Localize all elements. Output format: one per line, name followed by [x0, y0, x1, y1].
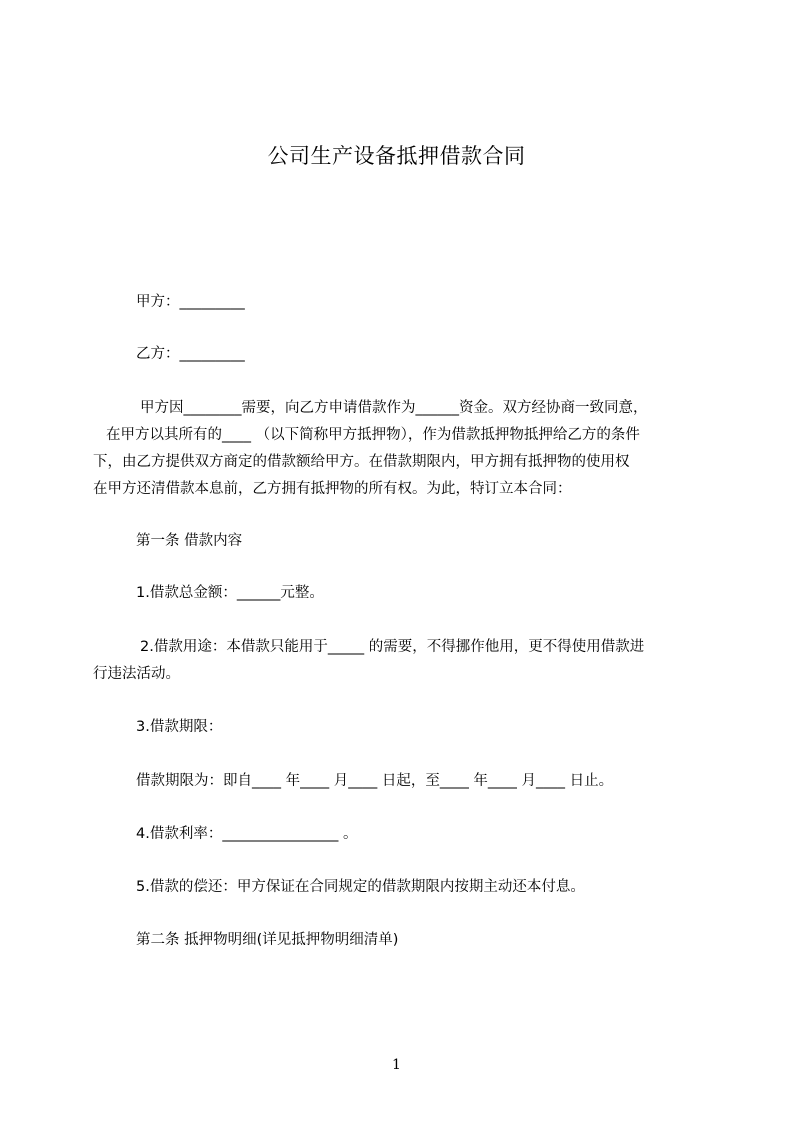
document-title: 公司生产设备抵押借款合同 — [267, 144, 526, 168]
item-5-repayment: 5.借款的偿还：甲方保证在合同规定的借款期限内按期主动还本付息。 — [136, 879, 585, 895]
preamble-line-4: 在甲方还清借款本息前，乙方拥有抵押物的所有权。为此，特订立本合同： — [93, 481, 572, 497]
item-3-term-detail: 借款期限为：即自____ 年____ 月____ 日起，至____ 年____ 月____ 日止。 — [136, 773, 614, 789]
item-2-purpose-line-2: 行违法活动。 — [93, 666, 180, 682]
preamble-line-2: 在甲方以其所有的____ （以下简称甲方抵押物），作为借款抵押物抵押给乙方的条件 — [106, 427, 640, 443]
article-2-heading: 第二条 抵押物明细(详见抵押物明细清单) — [136, 932, 399, 948]
preamble-line-1: 甲方因________需要，向乙方申请借款作为______资金。双方经协商一致同意， — [140, 400, 648, 416]
page-number: 1 — [392, 1057, 401, 1073]
item-1-total-amount: 1.借款总金额：______元整。 — [136, 585, 324, 601]
item-3-term: 3.借款期限： — [136, 719, 223, 735]
party-b-line: 乙方：_________ — [136, 346, 245, 362]
item-2-purpose-line-1: 2.借款用途：本借款只能用于_____ 的需要，不得挪作他用，更不得使用借款进 — [140, 639, 645, 655]
article-1-heading: 第一条 借款内容 — [136, 533, 243, 549]
preamble-line-3: 下，由乙方提供双方商定的借款额给甲方。在借款期限内，甲方拥有抵押物的使用权 — [93, 454, 630, 470]
item-4-interest-rate: 4.借款利率：________________ 。 — [136, 826, 358, 842]
party-a-line: 甲方：_________ — [136, 294, 245, 310]
